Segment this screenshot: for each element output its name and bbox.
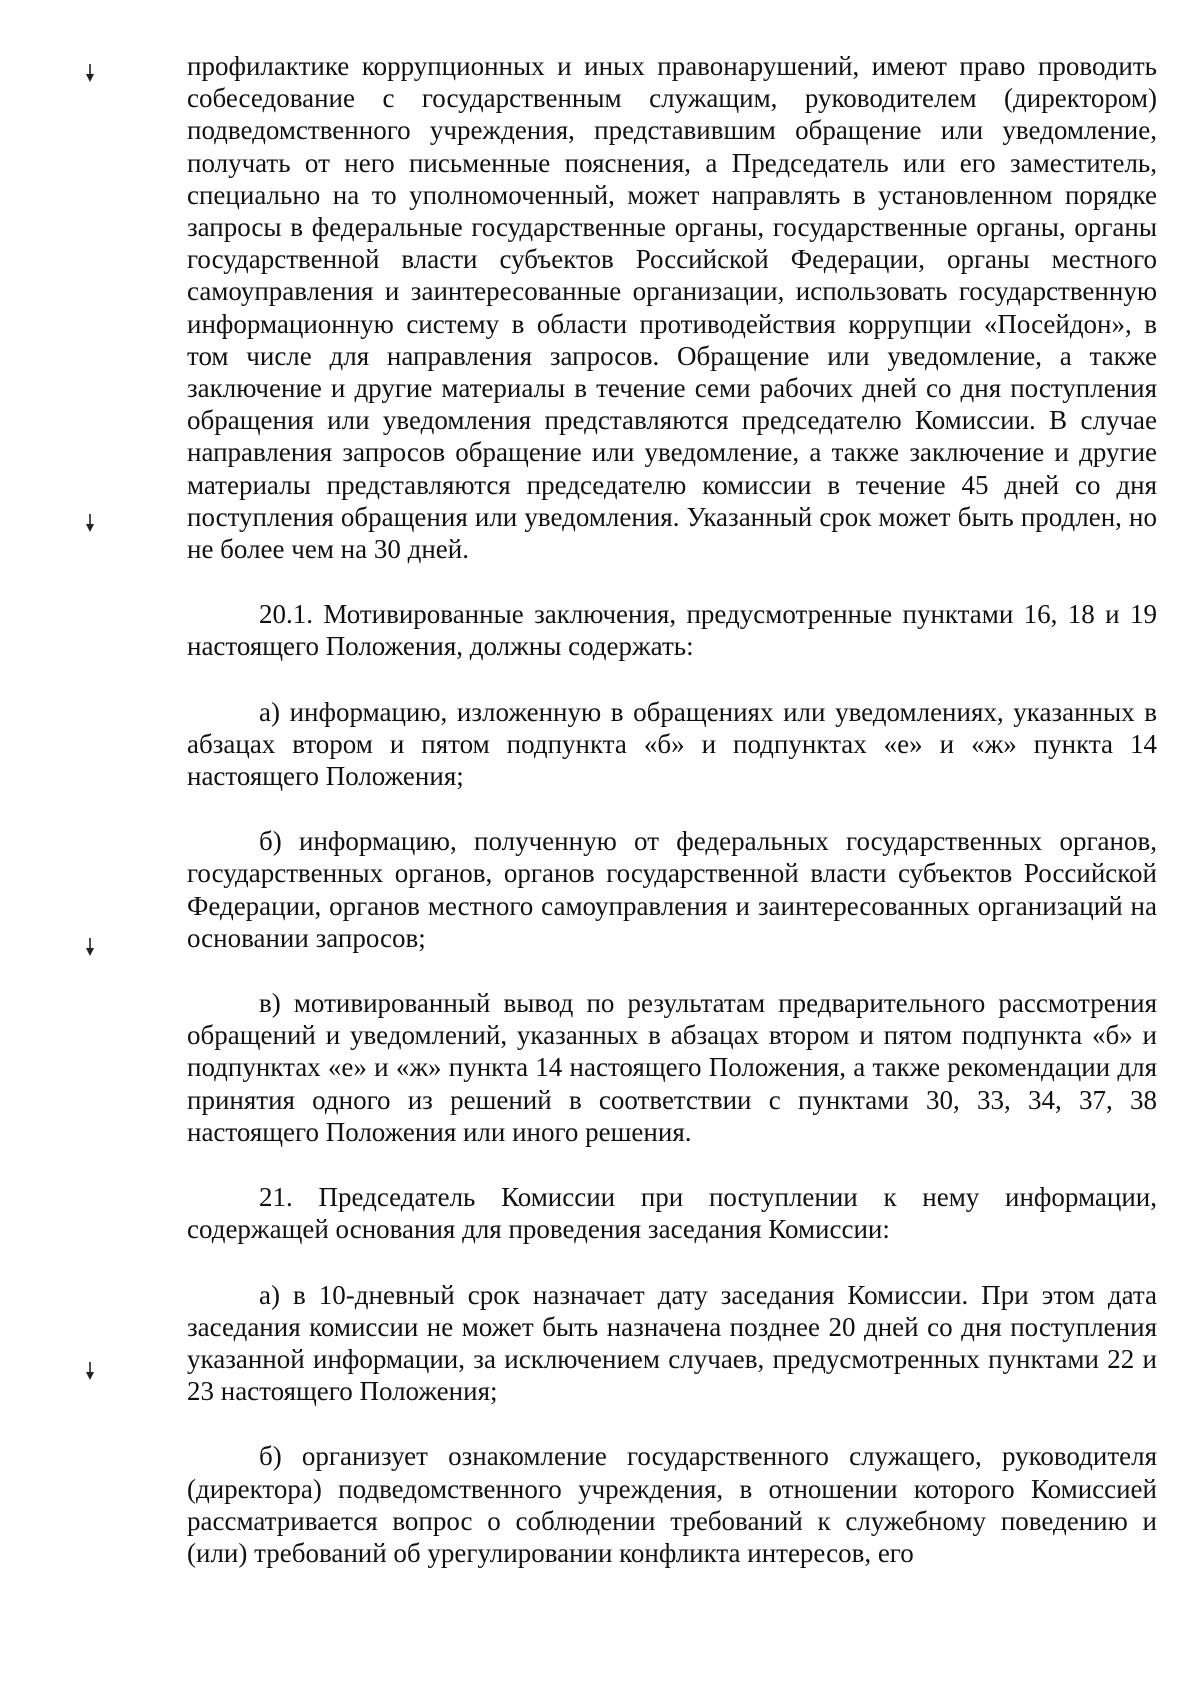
document-page xyxy=(187,50,1157,1569)
paragraph-21-b: б) организует ознакомление государственного служащего, руководителя (директора) подведомственного учреждения, в отношении которого Комиссией рассматривается вопрос о соблюдении требований к служебному поведению и (или) требований об урегулировании конфликта интересов, его xyxy=(187,1441,1157,1568)
paragraph-20-1: 20.1. Мотивированные заключения, предусмотренные пунктами 16, 18 и 19 настоящего Положения, должны содержать: xyxy=(187,599,1157,662)
hole-punch-mark-icon xyxy=(84,936,96,958)
paragraph-20-1-a: а) информацию, изложенную в обращениях или уведомлениях, указанных в абзацах втором и пятом подпункта «б» и подпунктах «е» и «ж» пункта 14 настоящего Положения; xyxy=(187,696,1157,792)
hole-punch-mark-icon xyxy=(84,62,96,84)
paragraph-21: 21. Председатель Комиссии при поступлении к нему информации, содержащей основания для проведения заседания Комиссии: xyxy=(187,1182,1157,1245)
paragraph-20-1-v: в) мотивированный вывод по результатам предварительного рассмотрения обращений и уведомлений, указанных в абзацах втором и пятом подпункта «б» и подпунктах «е» и «ж» пункта 14 настоящего Положения, а также рекомендации для принятия одного из решений в соответствии с пунктами 30, 33, 34, 37, 38 настоящего Положения или иного решения. xyxy=(187,988,1157,1147)
hole-punch-mark-icon xyxy=(84,1360,96,1382)
paragraph-20-1-b: б) информацию, полученную от федеральных государственных органов, государственных органов, органов государственной власти субъектов Российской Федерации, органов местного самоуправления и заинтересованных организаций на основании запросов; xyxy=(187,826,1157,953)
hole-punch-mark-icon xyxy=(84,512,96,534)
paragraph-21-a: а) в 10-дневный срок назначает дату заседания Комиссии. При этом дата заседания комиссии не может быть назначена позднее 20 дней со дня поступления указанной информации, за исключением случаев, предусмотренных пунктами 22 и 23 настоящего Положения; xyxy=(187,1279,1157,1407)
paragraph-continuation: профилактике коррупционных и иных правонарушений, имеют право проводить собеседование с государственным служащим, руководителем (директором) подведомственного учреждения, представившим обращение или уведомление, получать от него письменные пояснения, а Председатель или его заместитель, специально на то уполномоченный, может направлять в установленном порядке запросы в федеральные государственные органы, государственные органы, органы государственной власти субъектов Российской Федерации, органы местного самоуправления и заинтересованные организации, использовать государственную информационную систему в области противодействия коррупции «Посейдон», в том числе для направления запросов. Обращение или уведомление, а также заключение и другие материалы в течение семи рабочих дней со дня поступления обращения или уведомления представляются председателю Комиссии. В случае направления запросов обращение или уведомление, а также заключение и другие материалы представляются председателю комиссии в течение 45 дней со дня поступления обращения или уведомления. Указанный срок может быть продлен, но не более чем на 30 дней. xyxy=(187,51,1157,565)
